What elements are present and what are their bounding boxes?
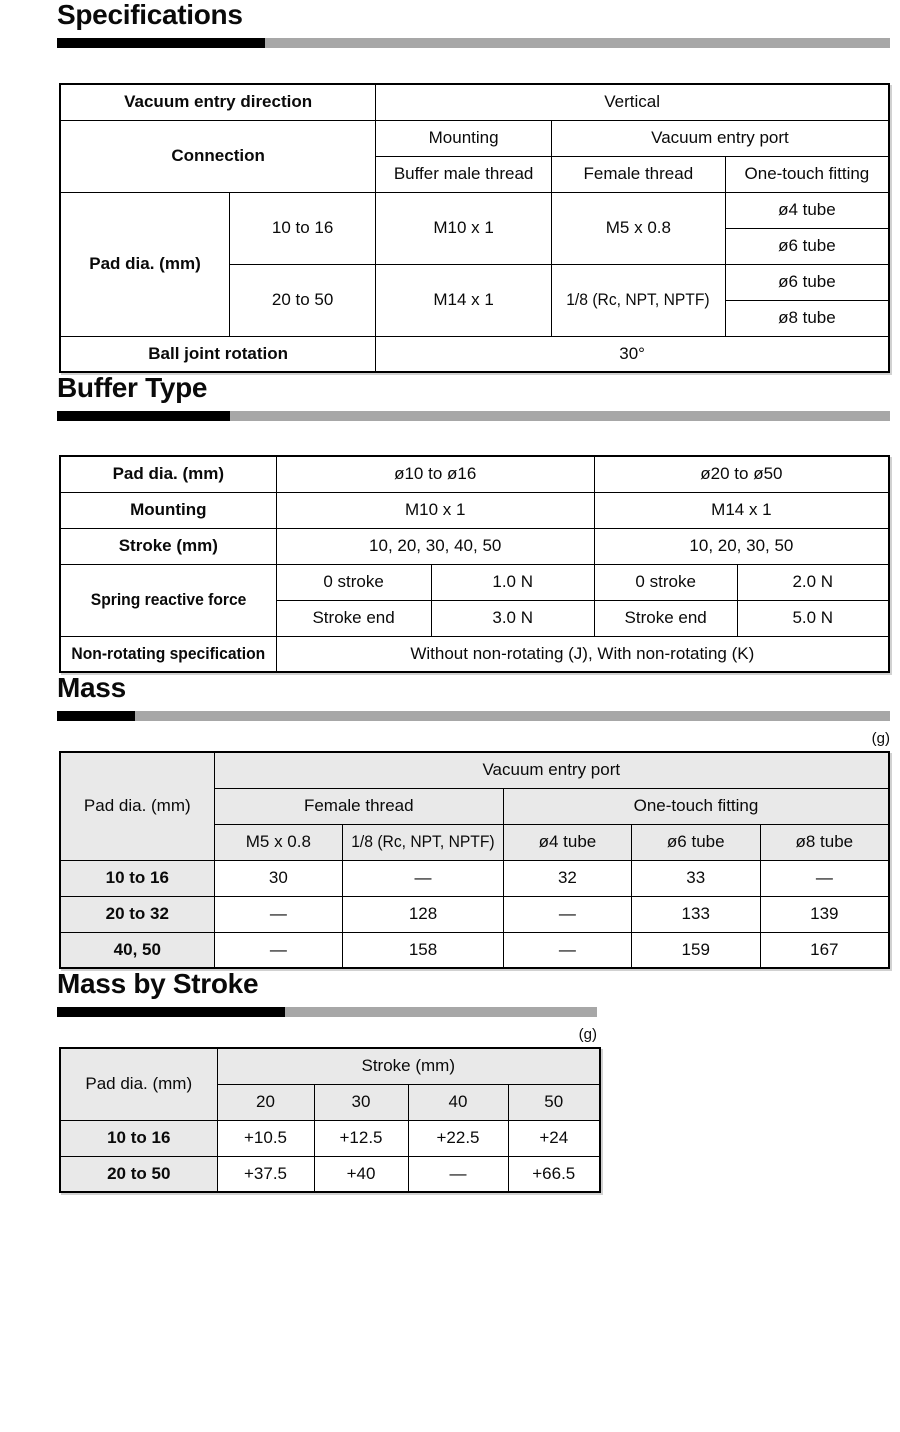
table-row <box>60 120 889 156</box>
buffer-non-rotating-value: Without non-rotating (J), With non-rotating (K) <box>276 636 889 672</box>
mass-value: 128 <box>343 896 504 932</box>
buffer-spring-condition: 0 stroke <box>594 564 737 600</box>
table-row <box>60 1048 600 1084</box>
spec-pad-dia-label: Pad dia. (mm) <box>60 192 230 336</box>
mass-column-header: ø6 tube <box>631 824 760 860</box>
mbs-value: +37.5 <box>217 1156 314 1192</box>
mass-by-stroke-unit-label: (g) <box>578 1026 597 1043</box>
table-row <box>60 860 889 896</box>
title-underline-black-segment <box>57 1007 285 1017</box>
section-title-mass-by-stroke: Mass by Stroke <box>57 968 259 999</box>
mass-column-header: ø4 tube <box>503 824 631 860</box>
spec-mounting-header: Mounting <box>376 120 552 156</box>
mbs-stroke-header: Stroke (mm) <box>217 1048 600 1084</box>
spec-fitting-value: ø8 tube <box>725 300 889 336</box>
title-underline-mass-by-stroke <box>57 1007 597 1017</box>
spec-female-thread-value <box>551 264 725 336</box>
mass-value: 30 <box>214 860 343 896</box>
mbs-column-header: 40 <box>408 1084 508 1120</box>
mass-value: — <box>503 896 631 932</box>
mass-value: — <box>343 860 504 896</box>
mbs-column-header: 20 <box>217 1084 314 1120</box>
table-row <box>60 192 889 228</box>
buffer-mounting-label: Mounting <box>60 492 276 528</box>
buffer-mounting-value: M10 x 1 <box>276 492 594 528</box>
buffer-spring-value: 2.0 N <box>737 564 889 600</box>
table-row <box>60 84 889 120</box>
buffer-spring-value: 3.0 N <box>431 600 594 636</box>
mass-row-label: 20 to 32 <box>60 896 214 932</box>
section-title-mass: Mass <box>57 672 126 703</box>
buffer-spring-force-label <box>60 564 276 636</box>
spec-connection-label: Connection <box>60 120 376 192</box>
mass-pad-dia-label: Pad dia. (mm) <box>60 752 214 860</box>
mbs-value: — <box>408 1156 508 1192</box>
mbs-value: +24 <box>508 1120 600 1156</box>
mbs-value: +22.5 <box>408 1120 508 1156</box>
buffer-spring-condition: Stroke end <box>594 600 737 636</box>
buffer-non-rotating-label-text: Non-rotating specification <box>71 643 266 663</box>
mass-value: 167 <box>760 932 889 968</box>
mass-value: 139 <box>760 896 889 932</box>
spec-buffer-male-thread-header: Buffer male thread <box>376 156 552 192</box>
spec-pad-dia-range: 20 to 50 <box>230 264 376 336</box>
table-row <box>60 896 889 932</box>
mbs-column-header: 30 <box>314 1084 408 1120</box>
buffer-spring-value: 5.0 N <box>737 600 889 636</box>
mass-value: — <box>214 896 343 932</box>
title-underline-black-segment <box>57 411 230 421</box>
title-underline-mass <box>57 711 890 721</box>
buffer-type-table <box>59 455 890 673</box>
spec-vacuum-entry-port-header: Vacuum entry port <box>551 120 889 156</box>
table-row <box>60 564 889 600</box>
table-row <box>60 752 889 788</box>
mass-row-label: 40, 50 <box>60 932 214 968</box>
mass-column-header: ø8 tube <box>760 824 889 860</box>
mass-one-touch-fitting-header: One-touch fitting <box>503 788 889 824</box>
mbs-pad-dia-label: Pad dia. (mm) <box>60 1048 217 1120</box>
mbs-value: +10.5 <box>217 1120 314 1156</box>
table-row <box>60 336 889 372</box>
table-row <box>60 456 889 492</box>
buffer-stroke-value: 10, 20, 30, 50 <box>594 528 889 564</box>
table-row <box>60 636 889 672</box>
mbs-value: +40 <box>314 1156 408 1192</box>
spec-ball-joint-rotation-label: Ball joint rotation <box>60 336 376 372</box>
mass-by-stroke-table <box>59 1047 601 1193</box>
spec-female-thread-header: Female thread <box>551 156 725 192</box>
buffer-pad-dia-value: ø20 to ø50 <box>594 456 889 492</box>
mbs-column-header: 50 <box>508 1084 600 1120</box>
spec-female-thread-value: M5 x 0.8 <box>551 192 725 264</box>
buffer-spring-condition: 0 stroke <box>276 564 431 600</box>
spec-pad-dia-range: 10 to 16 <box>230 192 376 264</box>
spec-female-thread-value-text: 1/8 (Rc, NPT, NPTF) <box>566 290 711 309</box>
specifications-table <box>59 83 890 373</box>
mass-value: 33 <box>631 860 760 896</box>
mass-column-header-text: 1/8 (Rc, NPT, NPTF) <box>351 832 495 851</box>
table-row <box>60 1156 600 1192</box>
title-underline-black-segment <box>57 38 265 48</box>
mass-column-header: M5 x 0.8 <box>214 824 343 860</box>
buffer-mounting-value: M14 x 1 <box>594 492 889 528</box>
table-row <box>60 1120 600 1156</box>
mass-value: 158 <box>343 932 504 968</box>
mass-value: 32 <box>503 860 631 896</box>
buffer-spring-value: 1.0 N <box>431 564 594 600</box>
buffer-pad-dia-value: ø10 to ø16 <box>276 456 594 492</box>
mbs-value: +66.5 <box>508 1156 600 1192</box>
mass-unit-label: (g) <box>871 730 890 747</box>
title-underline-specifications <box>57 38 890 48</box>
spec-vacuum-entry-direction-label: Vacuum entry direction <box>60 84 376 120</box>
spec-mounting-value: M10 x 1 <box>376 192 552 264</box>
mass-value: — <box>503 932 631 968</box>
title-underline-buffer-type <box>57 411 890 421</box>
spec-one-touch-fitting-header: One-touch fitting <box>725 156 889 192</box>
mass-column-header <box>343 824 504 860</box>
mass-table <box>59 751 890 969</box>
buffer-stroke-label: Stroke (mm) <box>60 528 276 564</box>
buffer-stroke-value: 10, 20, 30, 40, 50 <box>276 528 594 564</box>
buffer-spring-condition: Stroke end <box>276 600 431 636</box>
buffer-pad-dia-label: Pad dia. (mm) <box>60 456 276 492</box>
buffer-non-rotating-label <box>60 636 276 672</box>
spec-ball-joint-rotation-value: 30° <box>376 336 889 372</box>
mass-value: 133 <box>631 896 760 932</box>
buffer-spring-force-label-text: Spring reactive force <box>90 590 247 609</box>
mass-vacuum-entry-port-header: Vacuum entry port <box>214 752 889 788</box>
table-row <box>60 492 889 528</box>
spec-fitting-value: ø4 tube <box>725 192 889 228</box>
table-row <box>60 528 889 564</box>
spec-fitting-value: ø6 tube <box>725 264 889 300</box>
mass-female-thread-header: Female thread <box>214 788 503 824</box>
page-content <box>57 0 890 1193</box>
section-title-specifications: Specifications <box>57 0 243 30</box>
mass-value: — <box>214 932 343 968</box>
title-underline-black-segment <box>57 711 135 721</box>
mass-value: — <box>760 860 889 896</box>
mbs-row-label: 20 to 50 <box>60 1156 217 1192</box>
mbs-value: +12.5 <box>314 1120 408 1156</box>
mbs-row-label: 10 to 16 <box>60 1120 217 1156</box>
section-title-buffer-type: Buffer Type <box>57 372 208 403</box>
spec-fitting-value: ø6 tube <box>725 228 889 264</box>
mass-row-label: 10 to 16 <box>60 860 214 896</box>
spec-mounting-value: M14 x 1 <box>376 264 552 336</box>
table-row <box>60 932 889 968</box>
mass-value: 159 <box>631 932 760 968</box>
spec-vacuum-entry-direction-value: Vertical <box>376 84 889 120</box>
